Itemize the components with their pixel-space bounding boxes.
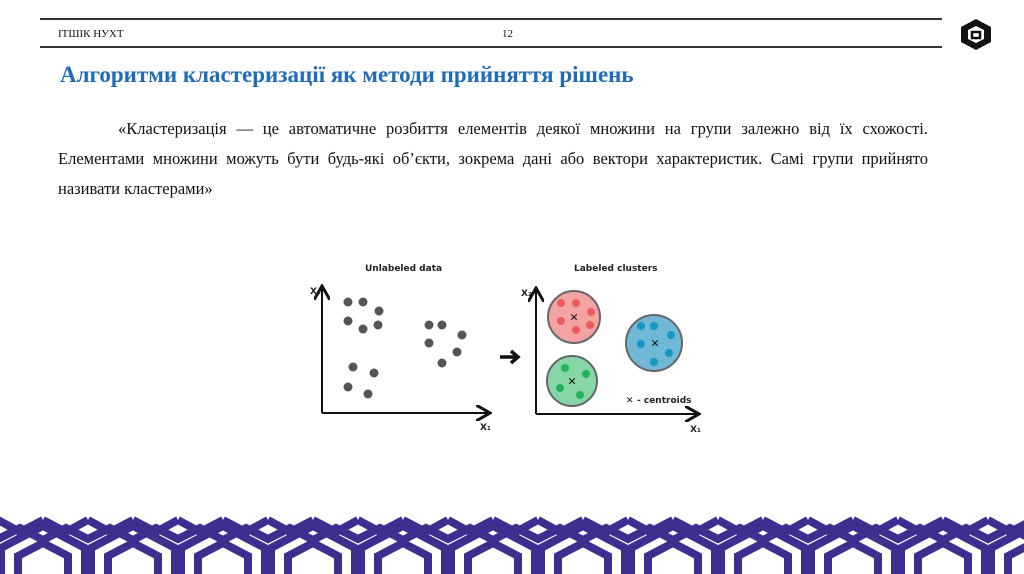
svg-text:×: × — [567, 374, 577, 390]
left-panel-title: Unlabeled data — [365, 264, 443, 274]
left-y-axis-label: X₂ — [310, 287, 321, 297]
header-bottom-rule — [40, 46, 942, 48]
definition-quote: «Кластеризація — це автоматичне розбиття елементів деякої множини на групи залежно від їх схожості. Елементами множини можуть бути будь-які об’єкти, зокрема дані або вектори характеристик. Самі групи прийнято називати кластерами» — [58, 119, 928, 198]
arrow-icon — [500, 351, 518, 363]
clustering-figure — [300, 250, 710, 440]
left-x-axis-label: X₁ — [480, 423, 491, 433]
right-y-axis-label: X₂ — [521, 289, 532, 299]
header-org: ІТШІК НУХТ — [58, 28, 124, 40]
decorative-hex-pattern — [0, 512, 1024, 574]
unlabeled-points — [344, 298, 467, 399]
right-panel-title: Labeled clusters — [574, 264, 658, 274]
legend-centroid-mark: × — [626, 392, 634, 407]
svg-text:×: × — [650, 336, 660, 352]
svg-text:×: × — [569, 310, 579, 326]
header-top-rule — [40, 18, 942, 20]
cluster-green — [547, 356, 597, 406]
cluster-red — [548, 291, 600, 343]
legend-centroids: - centroids — [637, 396, 692, 406]
slide-title: Алгоритми кластеризації як методи прийняття рішень — [60, 62, 634, 87]
right-x-axis-label: X₁ — [690, 425, 701, 435]
logo-icon — [958, 17, 994, 51]
left-axes — [322, 288, 488, 413]
page-number: 12 — [502, 28, 513, 40]
cluster-blue — [626, 315, 682, 371]
